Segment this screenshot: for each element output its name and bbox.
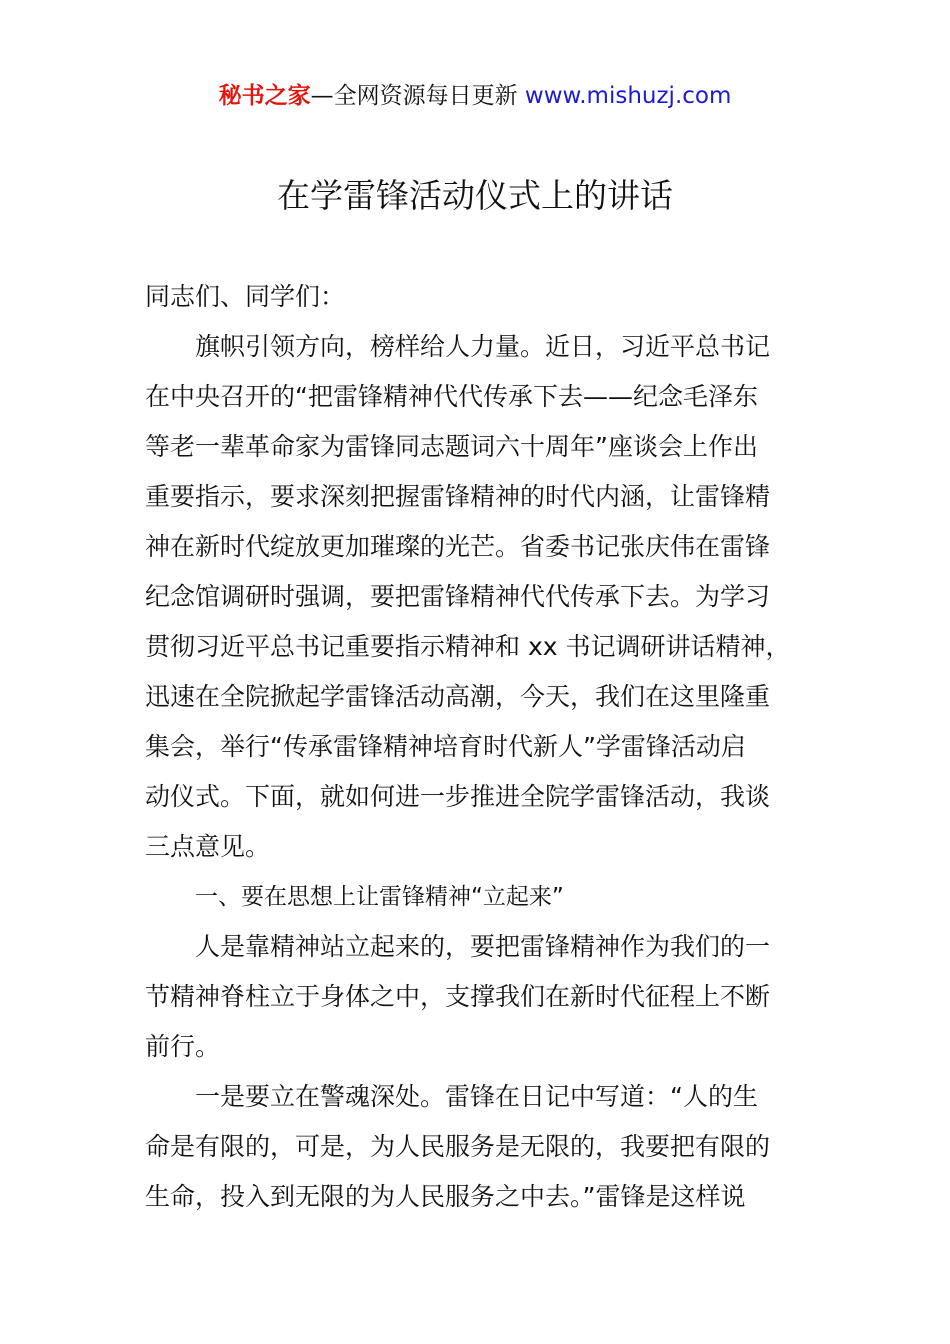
- paragraph-line: 动仪式。下面，就如何进一步推进全院学雷锋活动，我谈: [145, 782, 771, 811]
- paragraph-line: 贯彻习近平总书记重要指示精神和 xx 书记调研讲话精神，: [145, 632, 791, 661]
- paragraph-line: 集会，举行“传承雷锋精神培育时代新人”学雷锋活动启: [145, 732, 746, 761]
- site-url-link[interactable]: www.mishuzj.com: [524, 83, 732, 109]
- paragraph-line: 重要指示，要求深刻把握雷锋精神的时代内涵，让雷锋精: [145, 482, 771, 511]
- site-brand: 秘书之家: [218, 83, 311, 109]
- paragraph-line: 在中央召开的“把雷锋精神代代传承下去——纪念毛泽东: [145, 382, 758, 411]
- salutation-line: 同志们、同学们：: [145, 282, 346, 311]
- section-heading: 一、要在思想上让雷锋精神“立起来”: [195, 884, 564, 910]
- paragraph-line: 纪念馆调研时强调，要把雷锋精神代代传承下去。为学习: [145, 582, 771, 611]
- paragraph-line: 节精神脊柱立于身体之中，支撑我们在新时代征程上不断: [145, 982, 771, 1011]
- paragraph-line: 一是要立在警魂深处。雷锋在日记中写道：“人的生: [195, 1082, 758, 1111]
- document-title: 在学雷锋活动仪式上的讲话: [277, 176, 673, 215]
- site-header: [0, 80, 950, 112]
- paragraph-line: 迅速在全院掀起学雷锋活动高潮，今天，我们在这里隆重: [145, 682, 771, 711]
- paragraph-line: 旗帜引领方向，榜样给人力量。近日，习近平总书记: [195, 332, 771, 361]
- paragraph-line: 等老一辈革命家为雷锋同志题词六十周年”座谈会上作出: [145, 432, 758, 461]
- paragraph-line: 前行。: [145, 1032, 221, 1061]
- paragraph-line: 生命，投入到无限的为人民服务之中去。”雷锋是这样说: [145, 1182, 746, 1211]
- paragraph-line: 命是有限的，可是，为人民服务是无限的，我要把有限的: [145, 1132, 771, 1161]
- document-body: [145, 272, 810, 1222]
- paragraph-line: 神在新时代绽放更加璀璨的光芒。省委书记张庆伟在雷锋: [145, 532, 771, 561]
- paragraph-line: 人是靠精神站立起来的，要把雷锋精神作为我们的一: [195, 932, 771, 961]
- site-tagline: —全网资源每日更新: [310, 83, 518, 109]
- paragraph-line: 三点意见。: [145, 832, 271, 861]
